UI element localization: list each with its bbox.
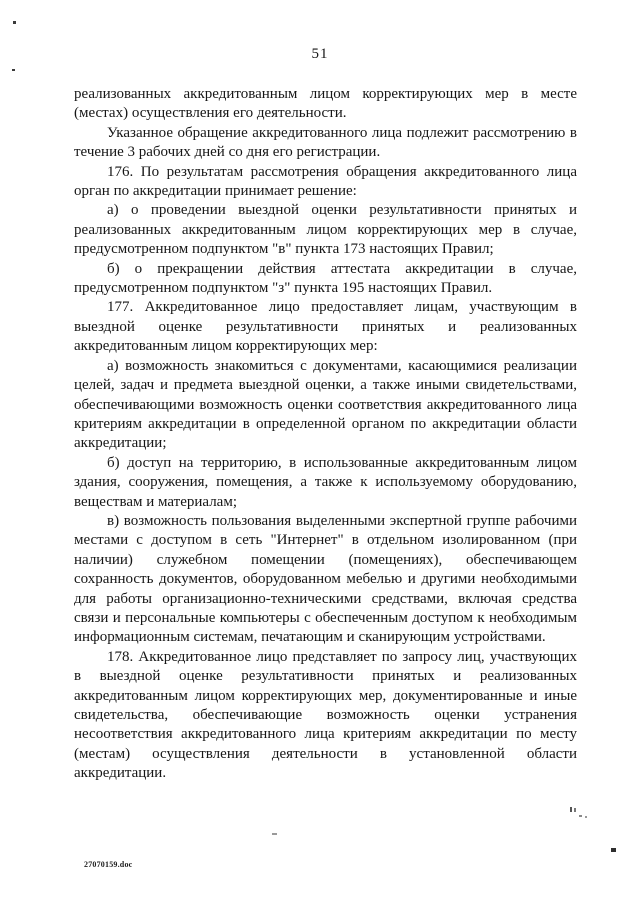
scan-speck [12,69,15,71]
scan-speck [272,833,277,835]
page-number: 51 [311,46,329,62]
document-body [74,85,577,784]
footer-filename: 27070159.doc [84,860,133,869]
paragraph: реализованных аккредитованным лицом корректирующих мер в месте (местах) осуществления его деятельности. [74,86,577,122]
paragraph: Указанное обращение аккредитованного лица подлежит рассмотрению в течение 3 рабочих дней со дня его регистрации. [74,124,577,161]
scan-speck [13,21,16,24]
paragraph: а) возможность знакомиться с документами, касающимися реализации целей, задач и предмета выездной оценки, а также иными свидетельствами, обеспечивающими возможность оценки соответствия аккредитованного лица критериям аккредитации в определенной органом по аккредитации области аккредитации; [74,357,577,452]
paragraph: 177. Аккредитованное лицо предоставляет лицам, участвующим в выездной оценке результативности принятых и реализованных аккредитованным лицом корректирующих мер: [74,299,577,355]
paragraph: б) доступ на территорию, в использованные аккредитованным лицом здания, сооружения, помещения, а также к используемому оборудованию, веществам и материалам; [74,454,577,510]
scan-speck [611,848,616,852]
paragraph: в) возможность пользования выделенными экспертной группе рабочими местами с доступом в сеть "Интернет" в отдельном изолированном (при наличии) служебном помещении (помещениях), обеспечивающем сохранность документов, оборудованном мебелью и другими необходимыми для работы организационно-техническими средствами, включая средства связи и персональные компьютеры с обеспеченным доступом к необходимым информационным системам, печатающим и сканирующим устройствами. [74,512,577,646]
paragraph: 178. Аккредитованное лицо представляет по запросу лиц, участвующих в выездной оценке результативности принятых и реализованных аккредитованным лицом корректирующих мер, документированные и иные свидетельства, обеспечивающие возможность оценки устранения несоответствия аккредитованного лица критериям аккредитации по месту (местам) осуществления деятельности в установленной области аккредитации. [74,648,577,782]
paragraph: 176. По результатам рассмотрения обращения аккредитованного лица орган по аккредитации принимает решение: [74,163,577,200]
scan-speck [579,815,582,817]
scan-speck [570,807,572,812]
paragraph: а) о проведении выездной оценки результативности принятых и реализованных аккредитованным лицом корректирующих мер в случае, предусмотренном подпунктом "в" пункта 173 настоящих Правил; [74,202,577,258]
scan-speck [585,816,587,818]
paragraph: б) о прекращении действия аттестата аккредитации в случае, предусмотренном подпунктом "з" пункта 195 настоящих Правил. [74,260,577,297]
scan-speck [574,808,576,812]
